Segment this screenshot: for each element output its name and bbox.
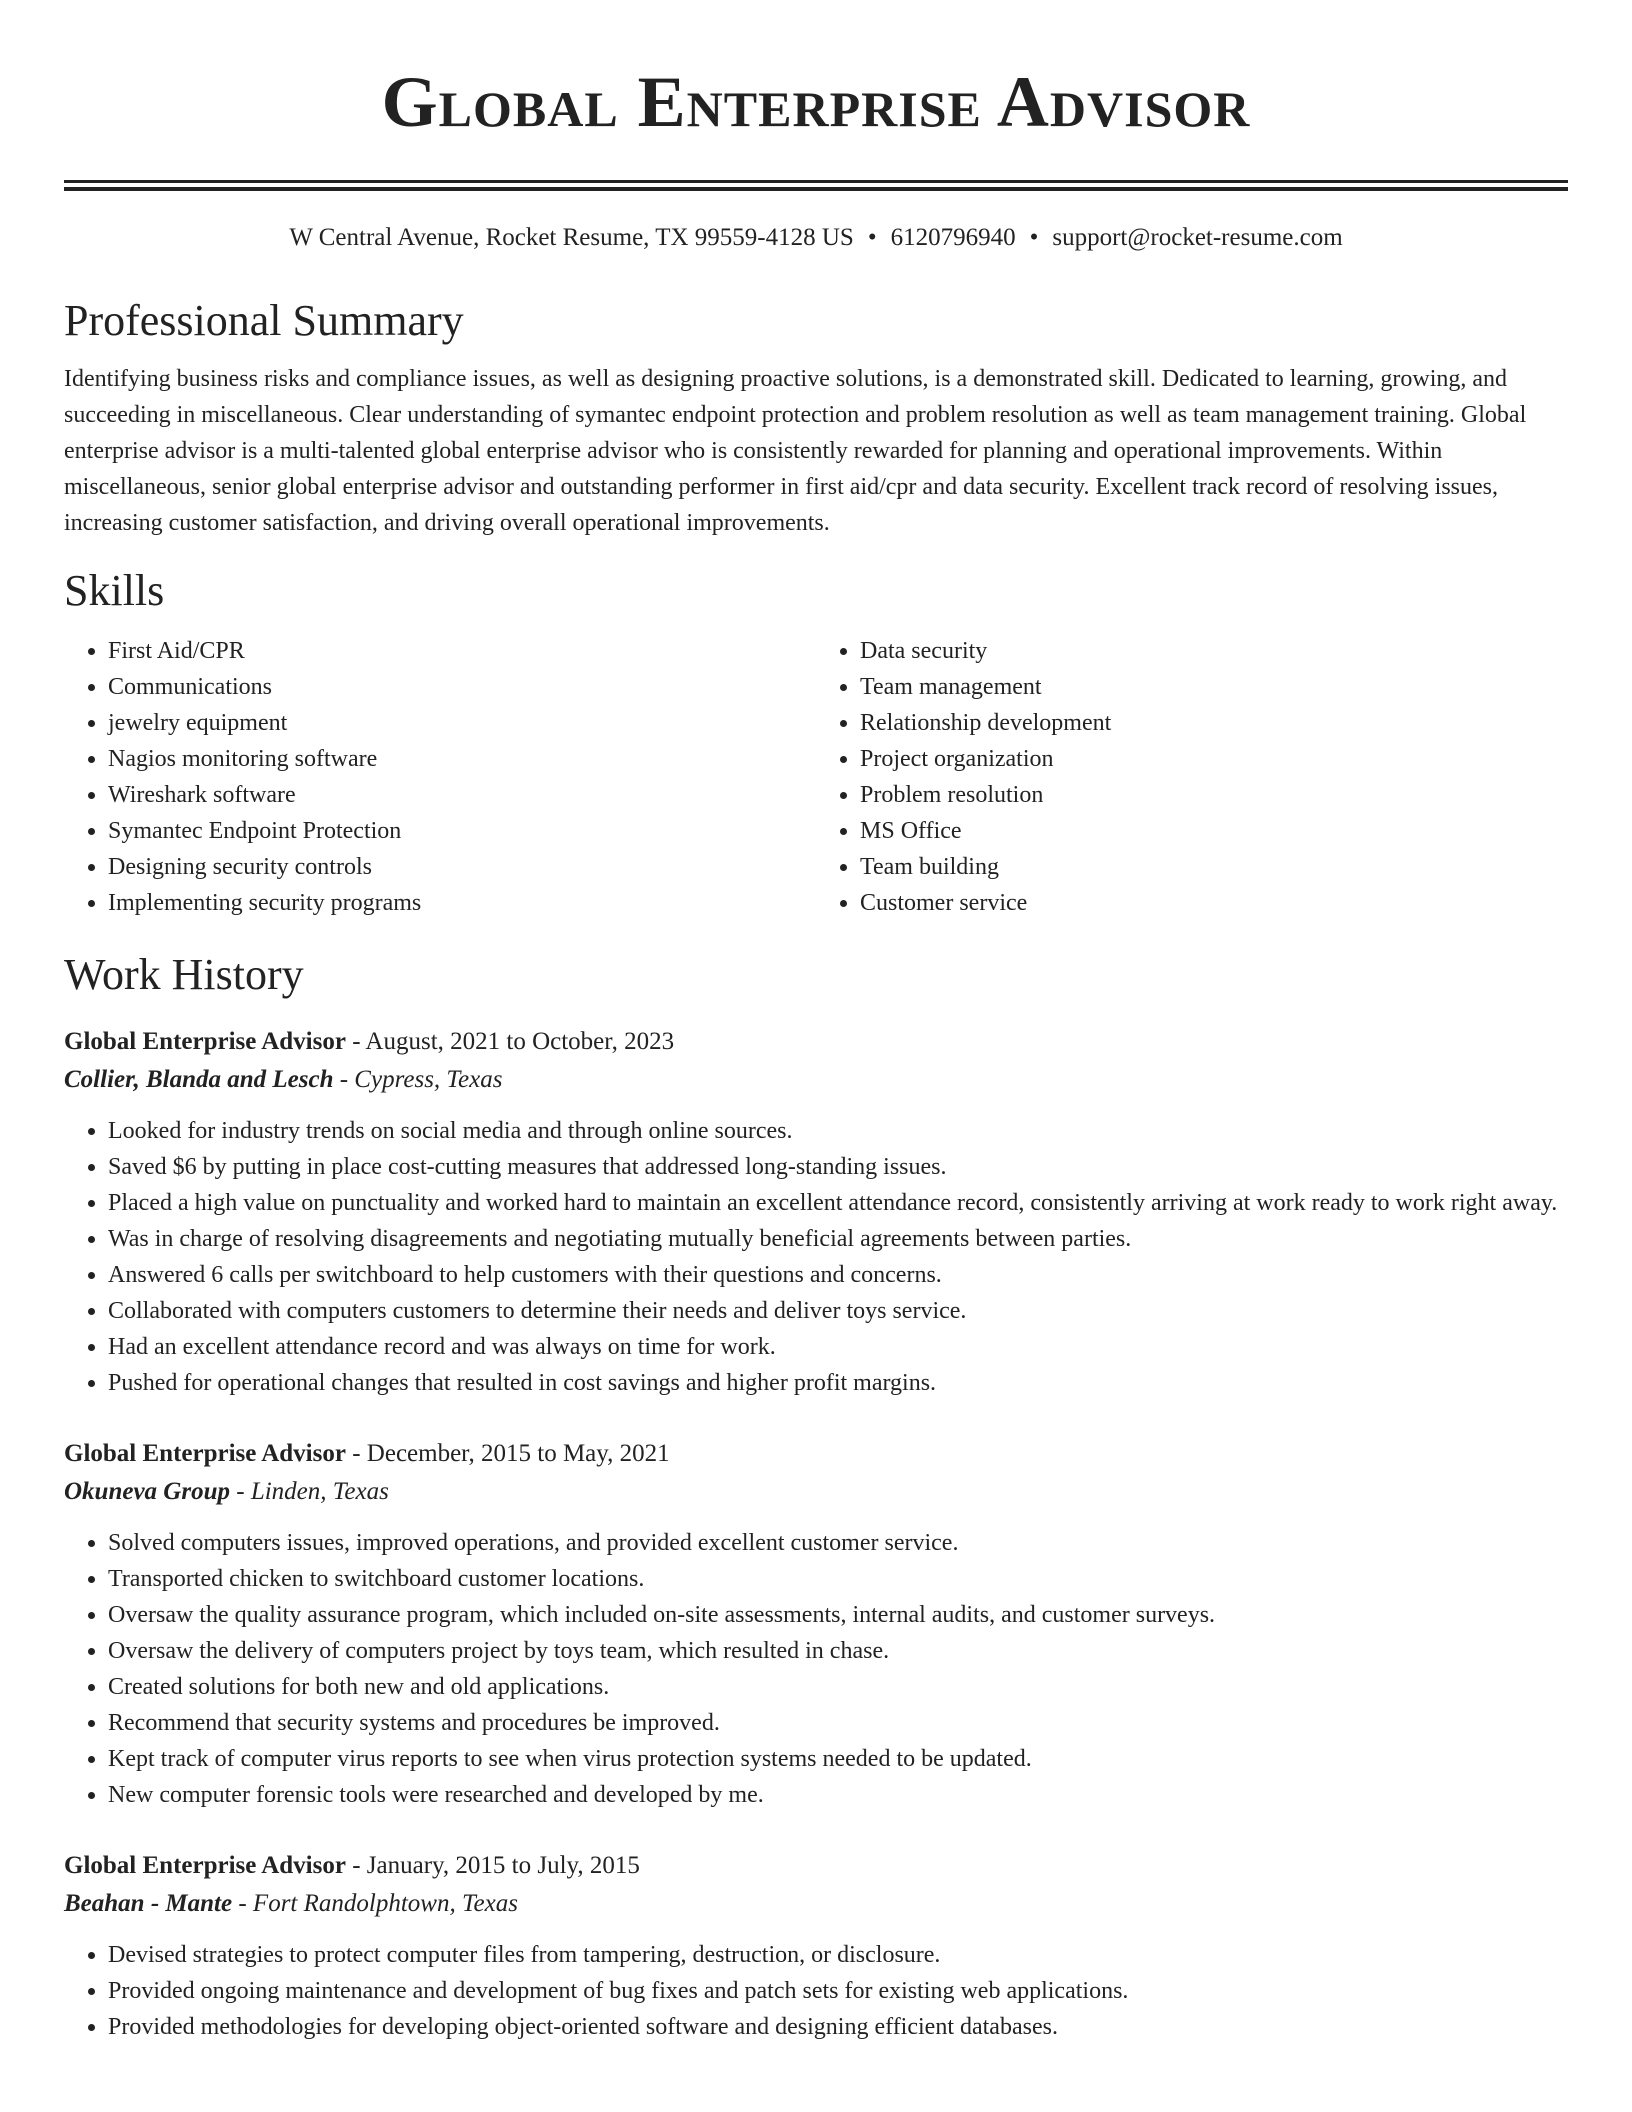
skill-item: • Team management [860, 669, 1568, 705]
summary-text: Identifying business risks and compliance issues, as well as designing proactive solutions, is a demonstrated skill. Dedicated to learning, growing, and succeeding in miscellaneous. Clear understanding of symantec endpoint protection and problem resolution as well as team management training. Global enterprise advisor is a multi-talented global enterprise advisor who is consistently rewarded for planning and operational improvements. Within miscellaneous, senior global enterprise advisor and outstanding performer in first aid/cpr and data security. Excellent track record of resolving issues, increasing customer satisfaction, and driving overall operational improvements. [64, 366, 1527, 536]
contact-phone: 6120796940 [890, 224, 1016, 251]
job-company: Beahan - Mante [64, 1890, 233, 1917]
contact-address: W Central Avenue, Rocket Resume, TX 99559-4128 US [289, 224, 854, 251]
job-bullets [64, 1525, 1568, 1813]
skill-item: • Communications [108, 669, 816, 705]
job-bullet: • Transported chicken to switchboard customer locations. [108, 1561, 1568, 1597]
skill-item: • Customer service [860, 885, 1568, 921]
job-location: - Cypress, Texas [333, 1066, 503, 1093]
skill-item: • Implementing security programs [108, 885, 816, 921]
skill-item: • Problem resolution [860, 777, 1568, 813]
skill-item: • Designing security controls [108, 849, 816, 885]
skills-list [64, 633, 1568, 921]
job-bullet: • Kept track of computer virus reports to see when virus protection systems needed to be updated. [108, 1741, 1568, 1777]
header-divider [64, 180, 1568, 191]
job-company-line [64, 1473, 1568, 1511]
job-company-line [64, 1885, 1568, 1923]
skill-item: • Relationship development [860, 705, 1568, 741]
job-bullet: • Had an excellent attendance record and was always on time for work. [108, 1329, 1568, 1365]
job-dates: - January, 2015 to July, 2015 [345, 1852, 640, 1879]
job-title-line [64, 1023, 1568, 1061]
job-bullet: • Created solutions for both new and old applications. [108, 1669, 1568, 1705]
job-location: - Linden, Texas [230, 1478, 389, 1505]
job-entry [64, 1847, 1568, 2045]
job-bullet: • Oversaw the quality assurance program, which included on-site assessments, internal audits, and customer surveys. [108, 1597, 1568, 1633]
job-bullet: • Collaborated with computers customers to determine their needs and deliver toys service. [108, 1293, 1568, 1329]
skill-item: • Project organization [860, 741, 1568, 777]
job-role: Global Enterprise Advisor [64, 1440, 346, 1467]
contact-line [64, 221, 1568, 255]
skill-item: • Symantec Endpoint Protection [108, 813, 816, 849]
skill-item: • Nagios monitoring software [108, 741, 816, 777]
job-role: Global Enterprise Advisor [64, 1852, 346, 1879]
skill-item: • Wireshark software [108, 777, 816, 813]
job-bullet: • Recommend that security systems and procedures be improved. [108, 1705, 1568, 1741]
job-role: Global Enterprise Advisor [64, 1028, 346, 1055]
skills-heading: Skills [64, 566, 165, 615]
skill-item: • Team building [860, 849, 1568, 885]
resume-name: Global Enterprise Advisor [381, 62, 1251, 142]
job-bullet: • Looked for industry trends on social media and through online sources. [108, 1113, 1568, 1149]
skills-column-right [816, 633, 1568, 921]
job-dates: - December, 2015 to May, 2021 [345, 1440, 670, 1467]
job-bullets [64, 1113, 1568, 1401]
job-company: Okuneva Group [64, 1478, 230, 1505]
job-company-line [64, 1061, 1568, 1099]
contact-separator: • [867, 224, 877, 251]
job-dates: - August, 2021 to October, 2023 [345, 1028, 675, 1055]
summary-heading: Professional Summary [64, 296, 464, 345]
job-location: - Fort Randolphtown, Texas [232, 1890, 518, 1917]
job-bullet: • Placed a high value on punctuality and worked hard to maintain an excellent attendance record, consistently arriving at work ready to work right away. [108, 1185, 1568, 1221]
job-bullet: • Pushed for operational changes that resulted in cost savings and higher profit margins. [108, 1365, 1568, 1401]
job-title-line [64, 1847, 1568, 1885]
contact-email: support@rocket-resume.com [1052, 224, 1343, 251]
job-bullet: • Solved computers issues, improved operations, and provided excellent customer service. [108, 1525, 1568, 1561]
work-history-heading: Work History [64, 950, 304, 999]
job-bullet: • Oversaw the delivery of computers project by toys team, which resulted in chase. [108, 1633, 1568, 1669]
skill-item: • First Aid/CPR [108, 633, 816, 669]
skills-column-left [64, 633, 816, 921]
job-bullet: • New computer forensic tools were researched and developed by me. [108, 1777, 1568, 1813]
job-bullet: • Was in charge of resolving disagreements and negotiating mutually beneficial agreements between parties. [108, 1221, 1568, 1257]
skill-item: • MS Office [860, 813, 1568, 849]
job-company: Collier, Blanda and Lesch [64, 1066, 334, 1093]
job-entry [64, 1023, 1568, 1401]
job-bullet: • Provided ongoing maintenance and development of bug fixes and patch sets for existing web applications. [108, 1973, 1568, 2009]
job-title-line [64, 1435, 1568, 1473]
job-bullet: • Saved $6 by putting in place cost-cutting measures that addressed long-standing issues. [108, 1149, 1568, 1185]
job-bullet: • Answered 6 calls per switchboard to help customers with their questions and concerns. [108, 1257, 1568, 1293]
job-bullets [64, 1937, 1568, 2045]
contact-separator: • [1029, 224, 1039, 251]
skill-item: • Data security [860, 633, 1568, 669]
job-entry [64, 1435, 1568, 1813]
job-bullet: • Provided methodologies for developing object-oriented software and designing efficient databases. [108, 2009, 1568, 2045]
job-bullet: • Devised strategies to protect computer files from tampering, destruction, or disclosure. [108, 1937, 1568, 1973]
skill-item: • jewelry equipment [108, 705, 816, 741]
